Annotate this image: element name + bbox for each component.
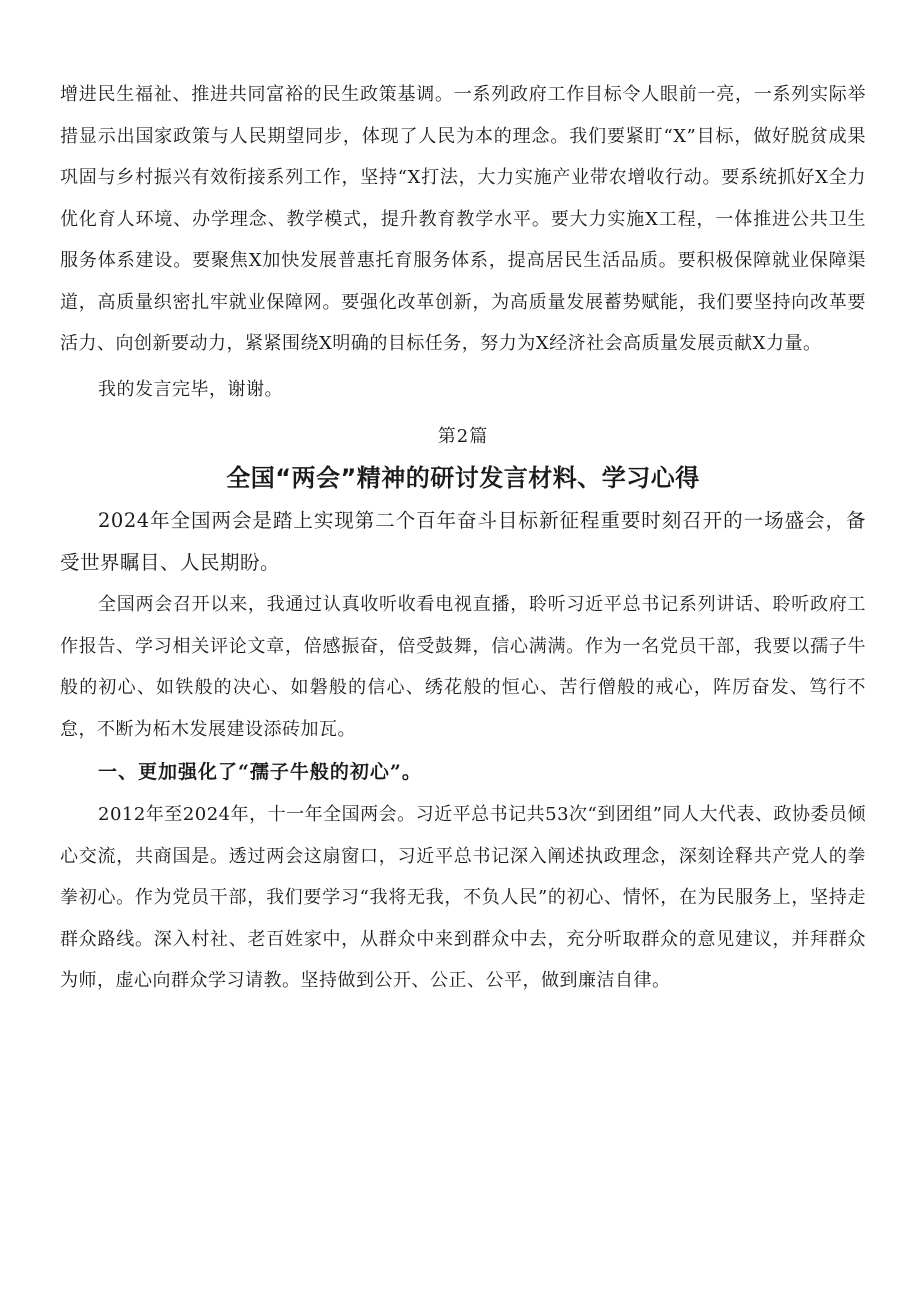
document-page: [60, 74, 866, 1002]
closing-remark: 我的发言完毕，谢谢。: [98, 378, 283, 400]
section-heading-1: 一、更加强化了“孺子牛般的初心”。: [98, 761, 422, 783]
article-number: 第2篇: [437, 426, 489, 447]
article-title: 全国“两会”精神的研讨发言材料、学习心得: [226, 464, 700, 492]
lead-paragraph: 2024年全国两会是踏上实现第二个百年奋斗目标新征程重要时刻召开的一场盛会，备受世界瞩目、人民期盼。: [60, 509, 866, 574]
continued-paragraph: 增进民生福祉、推进共同富裕的民生政策基调。一系列政府工作目标令人眼前一亮，一系列实际举措显示出国家政策与人民期望同步，体现了人民为本的理念。我们要紧盯“X”目标，做好脱贫成果巩固与乡村振兴有效衔接系列工作，坚持“X打法，大力实施产业带农增收行动。要系统抓好X全力优化育人环境、办学理念、教学模式，提升教育教学水平。要大力实施X工程，一体推进公共卫生服务体系建设。要聚焦X加快发展普惠托育服务体系，提高居民生活品质。要积极保障就业保障渠道，高质量织密扎牢就业保障网。要强化改革创新，为高质量发展蓄势赋能，我们要坚持向改革要活力、向创新要动力，紧紧围绕X明确的目标任务，努力为X经济社会高质量发展贡献X力量。: [60, 84, 866, 354]
intro-paragraph: 全国两会召开以来，我通过认真收听收看电视直播，聆听习近平总书记系列讲话、聆听政府工作报告、学习相关评论文章，倍感振奋，倍受鼓舞，信心满满。作为一名党员干部，我要以孺子牛般的初心、如铁般的决心、如磐般的信心、绣花般的恒心、苦行僧般的戒心，阵厉奋发、笃行不怠，不断为柘木发展建设添砖加瓦。: [60, 594, 866, 740]
section-1-paragraph: 2012年至2024年，十一年全国两会。习近平总书记共53次“到团组”同人大代表、政协委员倾心交流，共商国是。透过两会这扇窗口，习近平总书记深入阐述执政理念，深刻诠释共产党人的拳拳初心。作为党员干部，我们要学习“我将无我，不负人民”的初心、情怀，在为民服务上，坚持走群众路线。深入村社、老百姓家中，从群众中来到群众中去，充分听取群众的意见建议，并拜群众为师，虚心向群众学习请教。坚持做到公开、公正、公平，做到廉洁自律。: [60, 804, 866, 991]
